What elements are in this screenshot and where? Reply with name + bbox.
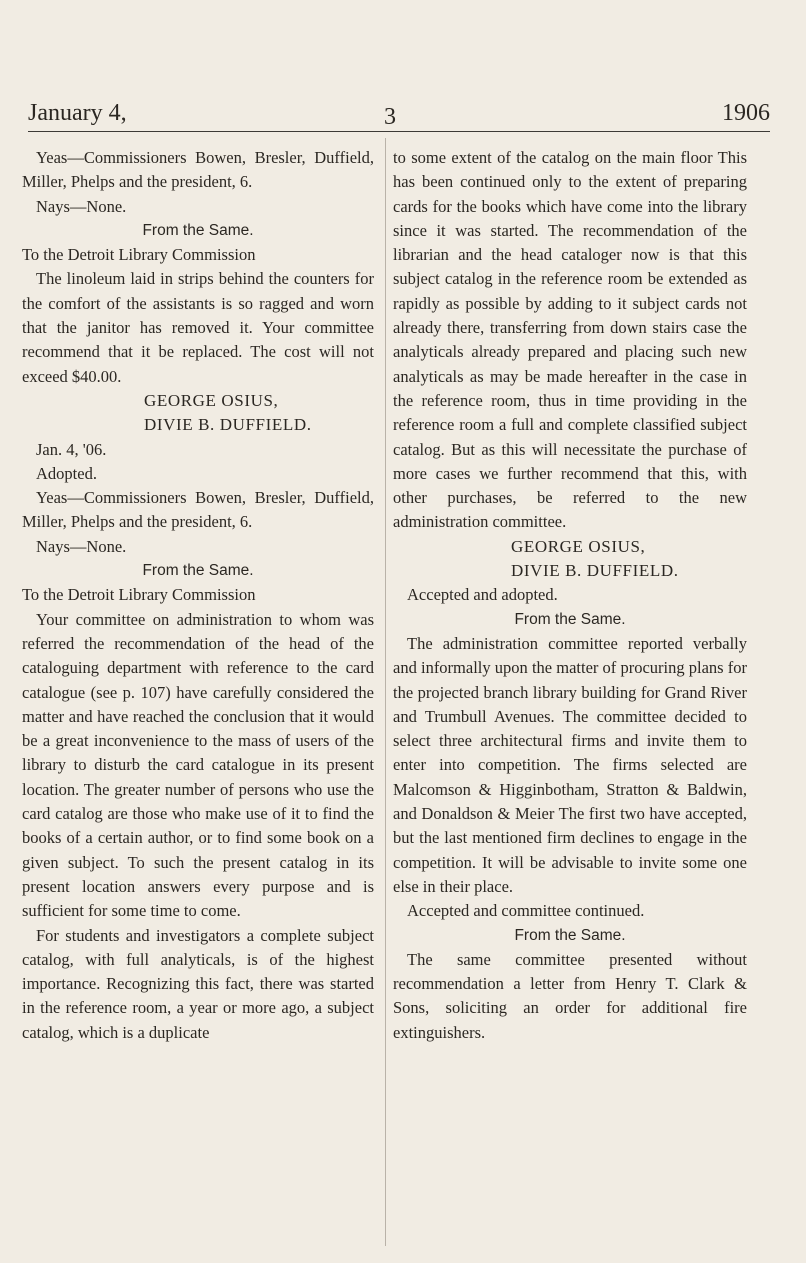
paragraph: Nays—None. [36,196,127,216]
header-date: January 4, [28,100,127,126]
section-heading: From the Same. [142,221,254,239]
section-heading: From the Same. [514,610,626,628]
column-divider [385,138,386,1246]
paragraph: Yeas—Commissioners Bowen, Bresler, Duffield, Miller, Phelps and the president, 6. [22,148,374,192]
paragraph: To the Detroit Library Commission [22,585,256,605]
paragraph: Nays—None. [36,536,127,556]
paragraph: Your committee on administration to whom was referred the recommendation of the head of the cataloguing department with reference to the card catalogue (see p. 107) have carefully considered the matter and have reached the conclusion that it would be a great inconvenience to the mass of users of the library to disturb the card catalogue in its present location. The greater number of persons who use the card catalog are those who make use of it to find the books of a certain author, or to find some book on a given subject. To such the present catalog in its present location answers every purpose and is sufficient for some time to come. [22,609,374,921]
page-header [28,100,770,130]
signature-line: GEORGE OSIUS, [511,536,646,556]
paragraph: Accepted and committee continued. [407,901,645,921]
page-number: 3 [384,104,396,130]
signature-line: GEORGE OSIUS, [144,390,279,410]
right-column [393,146,747,1045]
paragraph: The administration committee reported verbally and informally upon the matter of procuring plans for the projected branch library building for Grand River and Trumbull Avenues. The committee decided to select three architectural firms and invite them to enter into competition. The firms selected are Malcomson & Higginbotham, Stratton & Baldwin, and Donaldson & Meier The first two have accepted, but the last mentioned firm declines to engage in the competition. It will be advisable to invite some one else in their place. [393,633,747,896]
signature-line: DIVIE B. DUFFIELD. [511,561,679,581]
header-rule [28,131,770,132]
section-heading: From the Same. [142,562,254,580]
paragraph: To the Detroit Library Commission [22,245,256,265]
paragraph: The same committee presented without recommendation a letter from Henry T. Clark & Sons, soliciting an order for additional fire extinguishers. [393,949,747,1042]
paragraph: The linoleum laid in strips behind the counters for the comfort of the assistants is so ragged and worn that the janitor has removed it. Your committee recommend that it be replaced. The cost will not exceed $40.00. [22,269,374,386]
paragraph: Adopted. [36,463,97,483]
left-column [22,146,374,1045]
signature-line: DIVIE B. DUFFIELD. [144,415,312,435]
header-year: 1906 [722,100,770,126]
paragraph: Accepted and adopted. [407,585,558,605]
paragraph: Jan. 4, '06. [36,439,107,459]
paragraph: Yeas—Commissioners Bowen, Bresler, Duffield, Miller, Phelps and the president, 6. [22,488,374,532]
paragraph: For students and investigators a complete subject catalog, with full analyticals, is of the highest importance. Recognizing this fact, there was started in the reference room, a year or more ago, a subject catalog, which is a duplicate [22,925,374,1042]
paragraph: to some extent of the catalog on the main floor This has been continued only to the extent of preparing cards for the books which have come into the library since it was started. The recommendation of the librarian and the head cataloger now is that this subject catalog in the reference room be extended as rapidly as possible by adding to it subject cards not already there, transferring from down stairs case the analyticals already prepared and placing such new analyticals as may be made hereafter in the case in the reference room, thus in time providing in the reference room a full and complete classified subject catalog. But as this will necessitate the purchase of more cases we further recommend that this, with other purchases, be referred to the new administration committee. [393,148,747,532]
section-heading: From the Same. [514,926,626,944]
